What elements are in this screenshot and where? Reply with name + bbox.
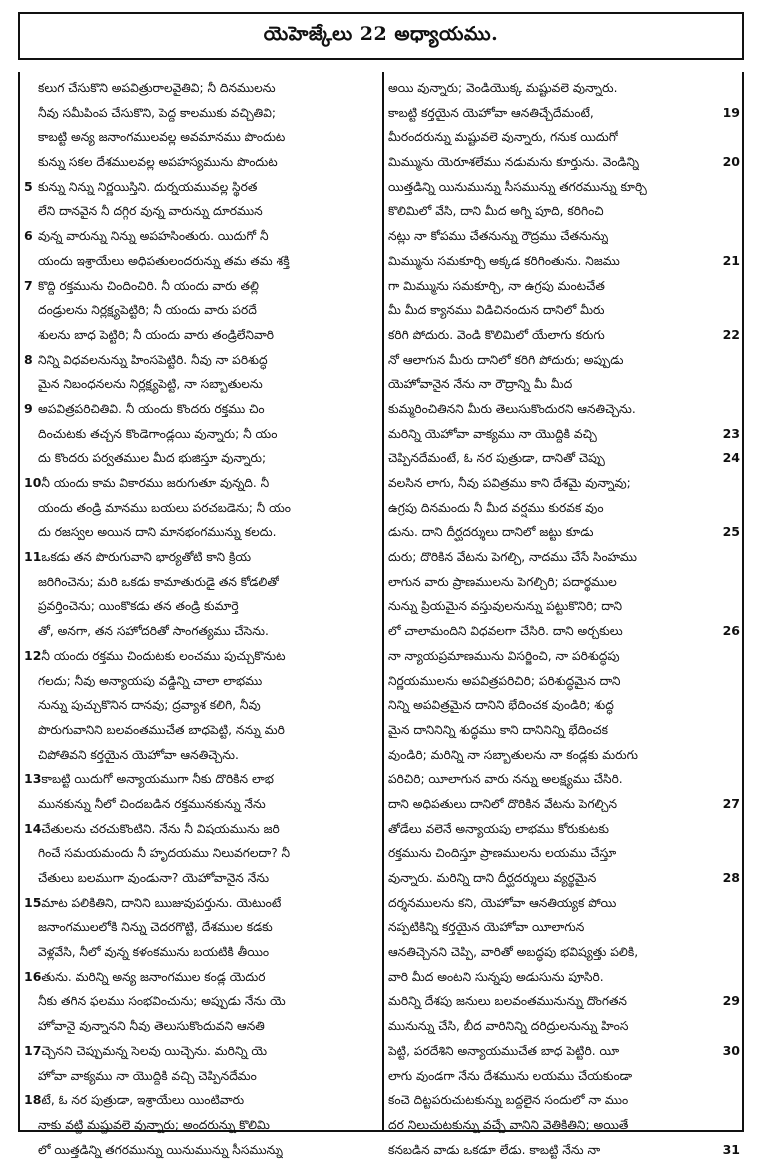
verse-number: 5 xyxy=(24,178,33,194)
text-line xyxy=(388,545,740,570)
verse-text: గా మిమ్మును సమకూర్చి, నా ఉగ్రపు మంటచేత xyxy=(388,278,605,293)
text-line xyxy=(24,1113,376,1138)
text-line xyxy=(388,372,740,397)
text-line xyxy=(24,545,376,570)
text-line xyxy=(388,1014,740,1039)
column-divider xyxy=(382,72,384,1130)
text-line xyxy=(388,446,740,471)
text-line xyxy=(24,1138,376,1162)
verse-text: నిన్ని అపవిత్రమైన దానిని భేదించక వుండిరి; శుద్ధ xyxy=(388,698,614,713)
verse-text: టే, ఓ నర పుత్రుడా, ఇశ్రాయేలు యింటివారు xyxy=(41,1093,245,1108)
verse-number: 23 xyxy=(722,425,740,441)
verse-text: మిమ్మును యెరూశలేము నడుమను కూర్తును. వెండిన్ని xyxy=(388,155,640,170)
text-frame xyxy=(18,72,744,1157)
verse-text: కాబట్టి అన్య జనాంగములవల్ల అవమానము పొందుట xyxy=(38,130,286,145)
text-line xyxy=(24,866,376,891)
verse-text: దురు; దొరికిన వేటను పెగల్చి, నాదము చేసే సింహము xyxy=(388,550,637,565)
verse-text: దు రజస్వల అయిన దాని మానభంగమున్ను కలదు. xyxy=(38,525,277,540)
text-line xyxy=(24,718,376,743)
verse-text: మీరందరున్ను మష్టువలె వున్నారు, గనుక యిదుగో xyxy=(388,130,619,145)
text-line xyxy=(388,199,740,224)
verse-text: దించుటకు తచ్చన కొండెగాండ్లయి వున్నారు; నీ యం xyxy=(38,426,278,441)
verse-text: రక్తమును చిందిస్తూ ప్రాణములను లయము చేస్తూ xyxy=(388,846,617,861)
text-line xyxy=(24,397,376,422)
text-line xyxy=(388,866,740,891)
verse-text: దర్శనములను కని, యెహోవా ఆనతియ్యక పోయి xyxy=(388,895,617,910)
text-line xyxy=(388,1113,740,1138)
text-line xyxy=(388,397,740,422)
verse-text: తును. మరిన్ని అన్య జనాంగముల కండ్ల యెదుర xyxy=(41,969,266,984)
text-line xyxy=(388,915,740,940)
text-line xyxy=(24,1064,376,1089)
text-line xyxy=(388,841,740,866)
text-line xyxy=(24,422,376,447)
text-line xyxy=(24,150,376,175)
verse-text: లాగున వారు ప్రాణములను పెగల్చిరి; పదార్థముల xyxy=(388,574,617,589)
text-line xyxy=(388,422,740,447)
text-line xyxy=(24,767,376,792)
text-line xyxy=(24,224,376,249)
verse-text: చేతులను చరచుకొంటిని. నేను నీ విషయమును జరి xyxy=(41,821,280,836)
verse-number: 19 xyxy=(722,104,740,120)
text-line xyxy=(388,249,740,274)
verse-number: 26 xyxy=(722,623,740,639)
verse-text: చేతులు బలముగా వుండునా? యెహోవానైన నేను xyxy=(38,871,270,885)
text-line xyxy=(388,125,740,150)
verse-number: 13 xyxy=(24,771,42,787)
verse-text: కాబట్టి యిదుగో అన్యాయముగా నీకు దొరికిన లాభ xyxy=(41,772,274,787)
text-line xyxy=(24,1039,376,1064)
verse-text: లాగు వుండగా నేను దేశమును లయము చేయకుండా xyxy=(388,1068,633,1083)
text-line xyxy=(388,298,740,323)
verse-text: జరిగించెను; మరి ఒకడు కామాతురుడై తన కోడలితో xyxy=(38,574,280,589)
verse-number: 11 xyxy=(24,549,42,565)
text-line xyxy=(24,520,376,545)
text-line xyxy=(24,693,376,718)
verse-number: 8 xyxy=(24,351,33,367)
text-line xyxy=(388,940,740,965)
verse-text: అయి వున్నారు; వెండియొక్క మష్టువలె వున్నారు. xyxy=(388,81,618,95)
verse-text: కొలిమిలో వేసి, దాని మీద అగ్ని పూది, కరిగించి xyxy=(388,204,604,219)
text-line xyxy=(388,644,740,669)
text-line xyxy=(24,101,376,126)
verse-text: నిర్ణయములను అపవిత్రపరిచిరి; పరిశుద్ధమైన దాని xyxy=(388,673,621,688)
chapter-header xyxy=(18,12,744,60)
text-line xyxy=(24,841,376,866)
text-line xyxy=(388,520,740,545)
text-line xyxy=(388,175,740,200)
text-line xyxy=(388,471,740,496)
verse-text: హోవా వాక్యము నా యొద్దికి వచ్చి చెప్పినదేమం xyxy=(38,1068,257,1083)
verse-number: 7 xyxy=(24,277,33,293)
text-line xyxy=(24,669,376,694)
text-line xyxy=(24,125,376,150)
verse-text: చ్చెనని చెప్పుమన్న సెలవు యిచ్చెను. మరిన్ని యె xyxy=(41,1043,268,1058)
bible-page xyxy=(18,12,744,1157)
verse-text: నున్ను పుచ్చుకొనిన దానవు; ద్రవ్యాశ కలిగి, నీవు xyxy=(38,698,261,713)
verse-text: కంచె దిట్టపరుచుటకున్ను బద్దలైన సందులో నా ముం xyxy=(388,1093,629,1108)
verse-text: వుండిరి; మరిన్ని నా సబ్బాతులను నా కండ్లకు మరుగు xyxy=(388,747,638,762)
verse-number: 17 xyxy=(24,1042,42,1058)
verse-text: ఒకడు తన పొరుగువాని భార్యతోటి కాని క్రియ xyxy=(41,550,252,565)
verse-text: హోవానై వున్నానని నీవు తెలుసుకొందువని ఆనతి xyxy=(38,1019,265,1034)
text-line xyxy=(24,619,376,644)
verse-text: కరిగి పోదురు. వెండి కొలిమిలో యేలాగు కరుగు xyxy=(388,327,605,342)
verse-text: దండ్రులను నిర్లక్ష్యపెట్టిరి; నీ యందు వారు పరదే xyxy=(38,303,257,318)
text-line xyxy=(24,76,376,101)
verse-text: నో ఆలాగున మీరు దానిలో కరిగి పోదురు; అప్పుడు xyxy=(388,352,624,367)
verse-number: 14 xyxy=(24,820,42,836)
verse-text: నాకు వట్టి మష్టువలె వున్నారు; అందరున్ను కొలిమి xyxy=(38,1117,270,1132)
verse-text: అపవిత్రపరిచితివి. నీ యందు కొందరు రక్తము చిం xyxy=(38,401,265,416)
verse-text: పరిచిరి; యీలాగున వారు నన్ను అలక్ష్యము చేసిరి. xyxy=(388,772,623,787)
text-line xyxy=(24,743,376,768)
chapter-title: యెహెజ్కేలు 22 అధ్యాయము. xyxy=(263,22,499,45)
text-line xyxy=(388,1064,740,1089)
verse-text: వున్నారు. మరిన్ని దాని దీర్ఘదర్శులు వ్యర్థమైన xyxy=(388,871,597,885)
verse-text: శులను బాధ పెట్టిరి; నీ యందు వారు తండ్రిలేనివారి xyxy=(38,327,274,342)
text-line xyxy=(24,1088,376,1113)
verse-text: మరిన్ని దేశపు జనులు బలవంతమునున్ను దొంగతన xyxy=(388,994,627,1009)
verse-text: నిన్ని విధవలనున్ను హింసపెట్టిరి. నీవు నా పరిశుద్ధ xyxy=(38,352,268,367)
verse-text: కున్ను సకల దేశములవల్ల అపహస్యమును పొందుట xyxy=(38,155,278,170)
verse-text: నీకు తగిన ఫలము సంభవించును; అప్పుడు నేను యె xyxy=(38,994,286,1009)
verse-text: మరిన్ని యెహోవా వాక్యము నా యొద్దికి వచ్చి xyxy=(388,426,597,441)
text-line xyxy=(388,496,740,521)
verse-text: వలసిన లాగు, నీవు పవిత్రము కాని దేశమై వున్నావు; xyxy=(388,476,631,490)
text-line xyxy=(388,767,740,792)
text-line xyxy=(24,298,376,323)
text-line xyxy=(388,348,740,373)
text-line xyxy=(24,471,376,496)
verse-text: దర నిలుచుటకున్ను వచ్చే వానిని వెతికితిని; అయితే xyxy=(388,1117,629,1132)
text-line xyxy=(388,274,740,299)
text-line xyxy=(24,1014,376,1039)
text-line xyxy=(388,76,740,101)
verse-text: పెట్టి, పరదేశిని అన్యాయముచేత బాధ పెట్టిరి. యీ xyxy=(388,1043,620,1058)
verse-text: మిమ్మును సమకూర్చి అక్కడ కరిగింతును. నిజము xyxy=(388,253,620,268)
verse-number: 9 xyxy=(24,400,33,416)
verse-text: నా న్యాయప్రమాణమును విసర్జించి, నా పరిశుద్ధపు xyxy=(388,648,620,663)
verse-number: 18 xyxy=(24,1092,42,1108)
text-line xyxy=(24,817,376,842)
text-line xyxy=(24,940,376,965)
verse-text: ఆనతిచ్చెనని చెప్పి, వారితో అబద్ధపు భవిష్యత్తు పలికి, xyxy=(388,945,639,960)
text-line xyxy=(24,175,376,200)
text-line xyxy=(388,891,740,916)
text-line xyxy=(24,372,376,397)
verse-number: 31 xyxy=(722,1141,740,1157)
verse-text: కున్ను నిన్ను నిర్ణయిస్తిని. దుర్నయమువల్ల స్థిరత xyxy=(38,179,258,194)
verse-text: లేని దానవైన నీ దగ్గిర వున్న వారున్ను దూరమున xyxy=(38,204,263,219)
text-line xyxy=(24,199,376,224)
verse-text: దు కొందరు పర్వతముల మీద భుజిస్తూ వున్నారు; xyxy=(38,451,267,466)
text-line xyxy=(24,891,376,916)
text-line xyxy=(24,792,376,817)
text-line xyxy=(24,989,376,1014)
verse-number: 28 xyxy=(722,870,740,885)
text-line xyxy=(388,323,740,348)
verse-number: 15 xyxy=(24,894,42,910)
text-line xyxy=(388,718,740,743)
text-line xyxy=(388,570,740,595)
verse-text: గించే సమయమందు నీ హృదయము నిలువగలదా? నీ xyxy=(38,846,291,861)
verse-text: నప్పటికిన్ని కర్తయైన యెహోవా యీలాగున xyxy=(388,920,585,935)
verse-text: కాబట్టి కర్తయైన యెహోవా ఆనతిచ్చేదేమంటే, xyxy=(388,105,594,120)
text-line xyxy=(388,669,740,694)
text-line xyxy=(24,323,376,348)
verse-number: 22 xyxy=(722,326,740,342)
verse-number: 30 xyxy=(722,1042,740,1058)
text-line xyxy=(24,348,376,373)
verse-text: యందు ఇశ్రాయేలు అధిపతులందరున్ను తమ తమ శక్తి xyxy=(38,253,290,268)
verse-number: 27 xyxy=(722,795,740,811)
verse-number: 24 xyxy=(722,450,740,466)
verse-text: నీ యందు రక్తము చిందుటకు లంచము పుచ్చుకొనుట xyxy=(41,648,286,663)
text-line xyxy=(388,1138,740,1162)
verse-text: యిత్తడిన్ని యినుమున్ను సీసమున్ను తగరమున్ను కూర్చి xyxy=(388,179,647,194)
text-line xyxy=(24,496,376,521)
verse-number: 29 xyxy=(722,993,740,1009)
verse-number: 12 xyxy=(24,647,42,663)
verse-number: 10 xyxy=(24,475,42,490)
verse-text: చిపోతివని కర్తయైన యెహోవా ఆనతిచ్చెను. xyxy=(38,747,239,762)
text-line xyxy=(388,594,740,619)
verse-text: కుమ్మరించితినని మీరు తెలుసుకొందురని ఆనతిచ్చెను. xyxy=(388,401,636,416)
text-line xyxy=(388,101,740,126)
text-line xyxy=(388,965,740,990)
verse-text: ఉగ్రపు దినమందు నీ మీద వర్షము కురవక వుం xyxy=(388,500,604,515)
left-column xyxy=(24,76,376,1162)
verse-text: నీ యందు కామ వికారము జరుగుతూ వున్నది. నీ xyxy=(41,476,270,490)
text-line xyxy=(388,224,740,249)
text-line xyxy=(24,644,376,669)
verse-text: వెళ్లవేసి, నీలో వున్న కళంకమును బయటికి తీయిం xyxy=(38,945,270,960)
text-line xyxy=(24,274,376,299)
verse-text: కనబడిన వాడు ఒకడూ లేడు. కాబట్టి నేను నా xyxy=(388,1142,601,1157)
verse-text: లో చాలామందిని విధవలగా చేసిరి. దాని అర్చకులు xyxy=(388,624,623,639)
verse-text: మీ మీద క్యానము విడిచినందున దానిలో మీరు xyxy=(388,303,605,318)
verse-text: మాట పలికితిని, దానిని ఋజువుపర్తును. యెటుంటే xyxy=(41,895,282,910)
verse-text: మునున్ను చేసి, బీద వారినిన్ని దరిద్రులనున్ను హింస xyxy=(388,1019,629,1034)
text-line xyxy=(24,249,376,274)
verse-text: మైన నిబంధనలను నిర్లక్ష్యపెట్టి, నా సబ్బాతులను xyxy=(38,377,263,392)
text-line xyxy=(388,989,740,1014)
text-line xyxy=(24,594,376,619)
verse-text: యెహోవానైన నేను నా రౌద్రాన్ని మీ మీద xyxy=(388,377,573,392)
text-line xyxy=(388,743,740,768)
verse-text: వున్న వారున్ను నిన్ను అపహసింతురు. యిదుగో నీ xyxy=(38,229,269,244)
verse-text: చెప్పినదేమంటే, ఓ నర పుత్రుడా, దానితో చెప్పు xyxy=(388,451,605,466)
text-line xyxy=(24,570,376,595)
verse-text: తోడేలు వలెనే అన్యాయపు లాభము కోరుకుటకు xyxy=(388,821,609,836)
verse-text: ప్రవర్తించెను; యింకొకడు తన తండ్రి కుమార్తె xyxy=(38,599,239,614)
verse-number: 25 xyxy=(722,524,740,540)
verse-text: యందు తండ్రి మానము బయలు పరచబడెను; నీ యం xyxy=(38,500,291,515)
verse-text: డును. దాని దీర్ఘదర్శులు దానిలో జట్టు కూడు xyxy=(388,525,594,540)
verse-text: దాని అధిపతులు దానిలో దొరికిన వేటను పెగల్చిన xyxy=(388,796,617,811)
verse-text: గలదు; నీవు అన్యాయపు వడ్డిన్ని చాలా లాభము xyxy=(38,673,263,688)
text-line xyxy=(24,446,376,471)
verse-text: జనాంగములలోకి నిన్ను చెదరగొట్టి, దేశముల కడకు xyxy=(38,920,273,935)
verse-text: నట్లు నా కోపము చేతనున్ను రౌద్రము చేతనున్ను xyxy=(388,229,609,244)
verse-text: లో యిత్తడిన్ని తగరమున్ను యినుమున్ను సీసమున్ను xyxy=(38,1142,283,1157)
text-line xyxy=(388,150,740,175)
verse-text: నున్ను ప్రియమైన వస్తువులనున్ను పట్టుకొనిరి; దాని xyxy=(388,599,623,614)
text-line xyxy=(388,817,740,842)
verse-text: మునకున్ను నీలో చిందబడిన రక్తమునకున్ను నేను xyxy=(38,796,266,811)
verse-text: మైన దానినిన్ని శుద్ధము కాని దానినిన్ని భేదించక xyxy=(388,722,608,737)
verse-text: కొద్ది రక్తమును చిందించిరి. నీ యందు వారు తల్లి xyxy=(38,278,259,293)
verse-text: పొరుగువానిని బలవంతముచేత బాధపెట్టి, నన్ను మరి xyxy=(38,722,285,737)
right-column xyxy=(388,76,740,1162)
text-line xyxy=(388,1039,740,1064)
verse-number: 20 xyxy=(722,154,740,170)
text-line xyxy=(388,1088,740,1113)
verse-number: 6 xyxy=(24,228,33,244)
verse-number: 21 xyxy=(722,252,740,268)
verse-text: నీవు సమీపింప చేసుకొని, పెద్ద కాలముకు వచ్చితివి; xyxy=(38,105,276,120)
text-line xyxy=(388,792,740,817)
verse-text: తో, అనగా, తన సహోదరితో సాంగత్యము చేసెను. xyxy=(38,624,269,639)
text-line xyxy=(24,915,376,940)
verse-number: 16 xyxy=(24,968,42,984)
text-line xyxy=(24,965,376,990)
verse-text: కలుగ చేసుకొని అపవిత్రురాలవైతివి; నీ దినములను xyxy=(38,81,276,95)
verse-text: వారి మీద అంటని సున్నపు అడుసును పూసిరి. xyxy=(388,969,604,984)
text-line xyxy=(388,693,740,718)
text-line xyxy=(388,619,740,644)
